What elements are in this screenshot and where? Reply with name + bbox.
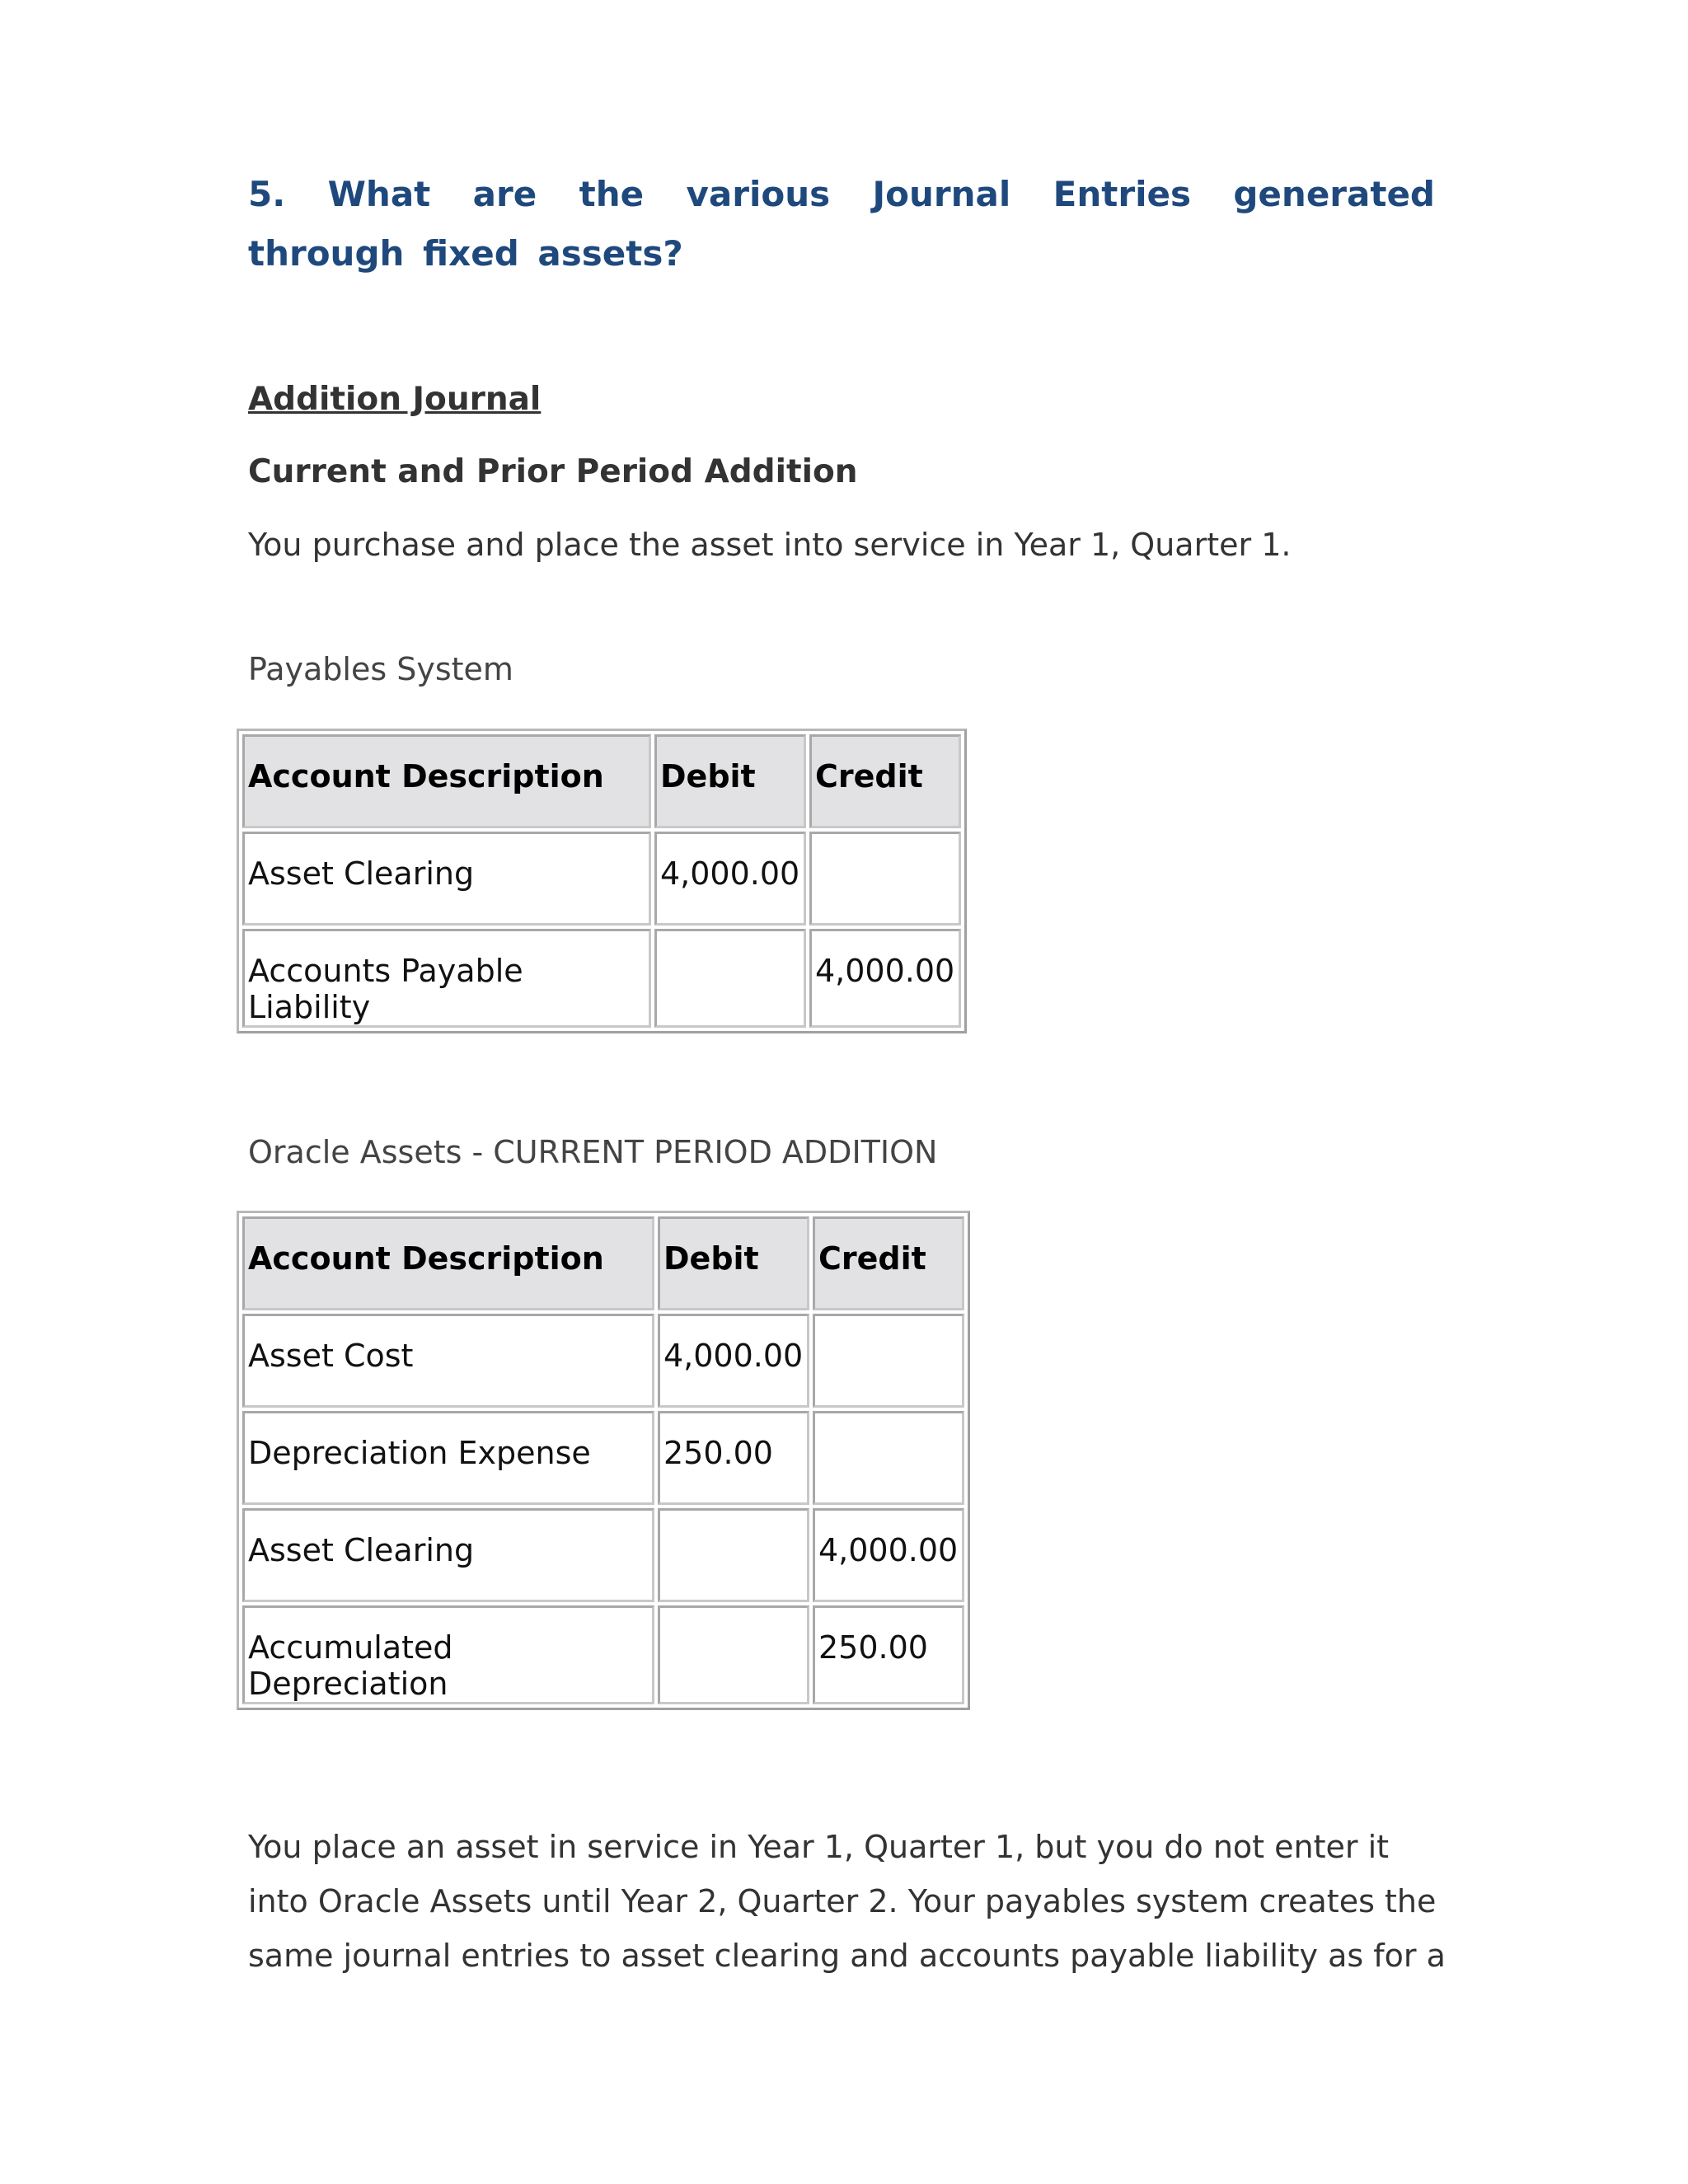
cell-account: Asset Cost: [242, 1314, 654, 1408]
cell-credit: [813, 1411, 964, 1505]
header-account-description: Account Description: [242, 1216, 654, 1310]
table-row: [242, 1605, 964, 1704]
table-row: [242, 832, 961, 926]
cell-account: Asset Clearing: [242, 832, 651, 926]
table-row: [242, 929, 961, 1028]
header-debit: Debit: [654, 734, 806, 828]
cell-account: Accumulated Depreciation: [242, 1605, 654, 1704]
section-title: Addition Journal: [248, 381, 542, 418]
cell-credit: 4,000.00: [809, 929, 961, 1028]
cell-credit: 4,000.00: [813, 1508, 964, 1602]
cell-debit: [658, 1605, 809, 1704]
cell-account: Accounts Payable Liability: [242, 929, 651, 1028]
header-account-description: Account Description: [242, 734, 651, 828]
header-credit: Credit: [813, 1216, 964, 1310]
oracle-assets-journal-table: [237, 1211, 970, 1710]
table-header-row: [242, 1216, 964, 1310]
cell-credit: [809, 832, 961, 926]
question-heading: 5. What are the various Journal Entries generated through fixed assets?: [248, 174, 1435, 274]
intro-paragraph: You purchase and place the asset into service in Year 1, Quarter 1.: [248, 527, 1292, 563]
table-row: [242, 1314, 964, 1408]
cell-account: Asset Clearing: [242, 1508, 654, 1602]
closing-paragraph: You place an asset in service in Year 1, Quarter 1, but you do not enter it into Oracle Assets until Year 2, Quarter 2. Your payables system creates the same journal entries to asset clearing and accounts payable liability as for a: [248, 1829, 1446, 1974]
cell-credit: 250.00: [813, 1605, 964, 1704]
table-header-row: [242, 734, 961, 828]
table-row: [242, 1411, 964, 1505]
cell-debit: 250.00: [658, 1411, 809, 1505]
cell-debit: [654, 929, 806, 1028]
cell-debit: 4,000.00: [654, 832, 806, 926]
payables-journal-table: [237, 729, 967, 1033]
cell-debit: [658, 1508, 809, 1602]
header-debit: Debit: [658, 1216, 809, 1310]
cell-credit: [813, 1314, 964, 1408]
cell-debit: 4,000.00: [658, 1314, 809, 1408]
table-row: [242, 1508, 964, 1602]
sub-title: Current and Prior Period Addition: [248, 453, 858, 490]
header-credit: Credit: [809, 734, 961, 828]
table1-label: Payables System: [248, 651, 513, 687]
cell-account: Depreciation Expense: [242, 1411, 654, 1505]
table2-label: Oracle Assets - CURRENT PERIOD ADDITION: [248, 1134, 938, 1170]
